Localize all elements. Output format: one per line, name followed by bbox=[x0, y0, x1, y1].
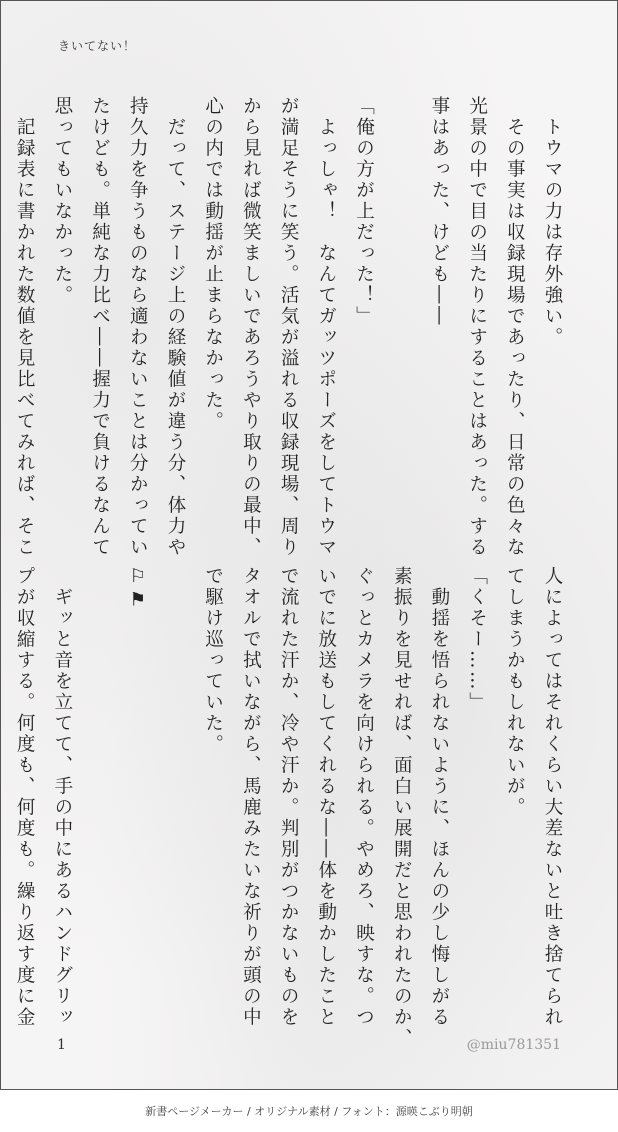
text-line: 素振りを見せれば、面白い展開だと思われたのか、 bbox=[391, 566, 413, 1049]
author-handle: @miu781351 bbox=[466, 1037, 561, 1053]
blank-line bbox=[382, 96, 420, 526]
page-header-title: きいてない！ bbox=[58, 39, 137, 53]
text-line: 「くそー……」 bbox=[466, 566, 488, 713]
credit-line: 新書ページメーカー / オリジナル素材 / フォント：源暎こぶり明朝 bbox=[145, 1105, 473, 1118]
text-line: 思ってもいなかった。 bbox=[51, 96, 73, 306]
text-line: たけども。単純な力比べ――握力で負けるなんて bbox=[89, 96, 111, 558]
text-line: タオルで拭いながら、馬鹿みたいな祈りが頭の中 bbox=[240, 566, 262, 1028]
text-line: てしまうかもしれないが。 bbox=[504, 566, 526, 818]
text-line: よっしゃ！ なんてガッツポーズをしてトウマ bbox=[315, 96, 337, 558]
text-line: 「俺の方が上だった！」 bbox=[353, 96, 375, 327]
text-line: 光景の中で目の当たりにすることはあった。する bbox=[466, 96, 488, 558]
page-number: 1 bbox=[57, 1037, 66, 1053]
text-line: 持久力を争うものなら適わないことは分かってい bbox=[127, 96, 149, 558]
upper-text-column bbox=[14, 96, 571, 558]
text-line: ギッと音を立てて、手の中にあるハンドグリッ bbox=[51, 566, 73, 1028]
text-line: 事はあった、けども―― bbox=[428, 96, 450, 327]
text-line: だって、ステージ上の経験値が違う分、体力や bbox=[164, 96, 186, 558]
text-line: いでに放送もしてくれるな――体を動かしたこと bbox=[315, 566, 337, 1028]
text-line: で駆け巡っていた。 bbox=[202, 566, 224, 755]
text-line: で流れた汗か、冷や汗か。判別がつかないものを bbox=[278, 566, 300, 1028]
text-line: から見れば微笑ましいであろうやり取りの最中、 bbox=[240, 96, 262, 558]
text-line: 人によってはそれくらい大差ないと吐き捨てられ bbox=[542, 566, 563, 1028]
text-line: トウマの力は存外強い。 bbox=[542, 96, 563, 348]
text-line: 動揺を悟られないように、ほんの少し悔しがる bbox=[428, 566, 450, 1028]
text-line: その事実は収録現場であったり、日常の色々な bbox=[504, 96, 526, 558]
text-line: 記録表に書かれた数値を見比べてみれば、そこ bbox=[14, 96, 36, 558]
text-line: が満足そうに笑う。活気が溢れる収録現場、周り bbox=[278, 96, 300, 558]
text-line: ぐっとカメラを向けられる。やめろ、映すな。つ bbox=[353, 566, 375, 1028]
text-line bbox=[0, 566, 5, 996]
flag-divider-icon: ⚐⚑ bbox=[127, 566, 149, 613]
blank-line bbox=[156, 566, 194, 996]
blank-line bbox=[81, 566, 119, 996]
text-line: プが収縮する。何度も、何度も。繰り返す度に金 bbox=[14, 566, 36, 1028]
text-line: 心の内では動揺が止まらなかった。 bbox=[202, 96, 224, 432]
text-line bbox=[0, 96, 5, 526]
